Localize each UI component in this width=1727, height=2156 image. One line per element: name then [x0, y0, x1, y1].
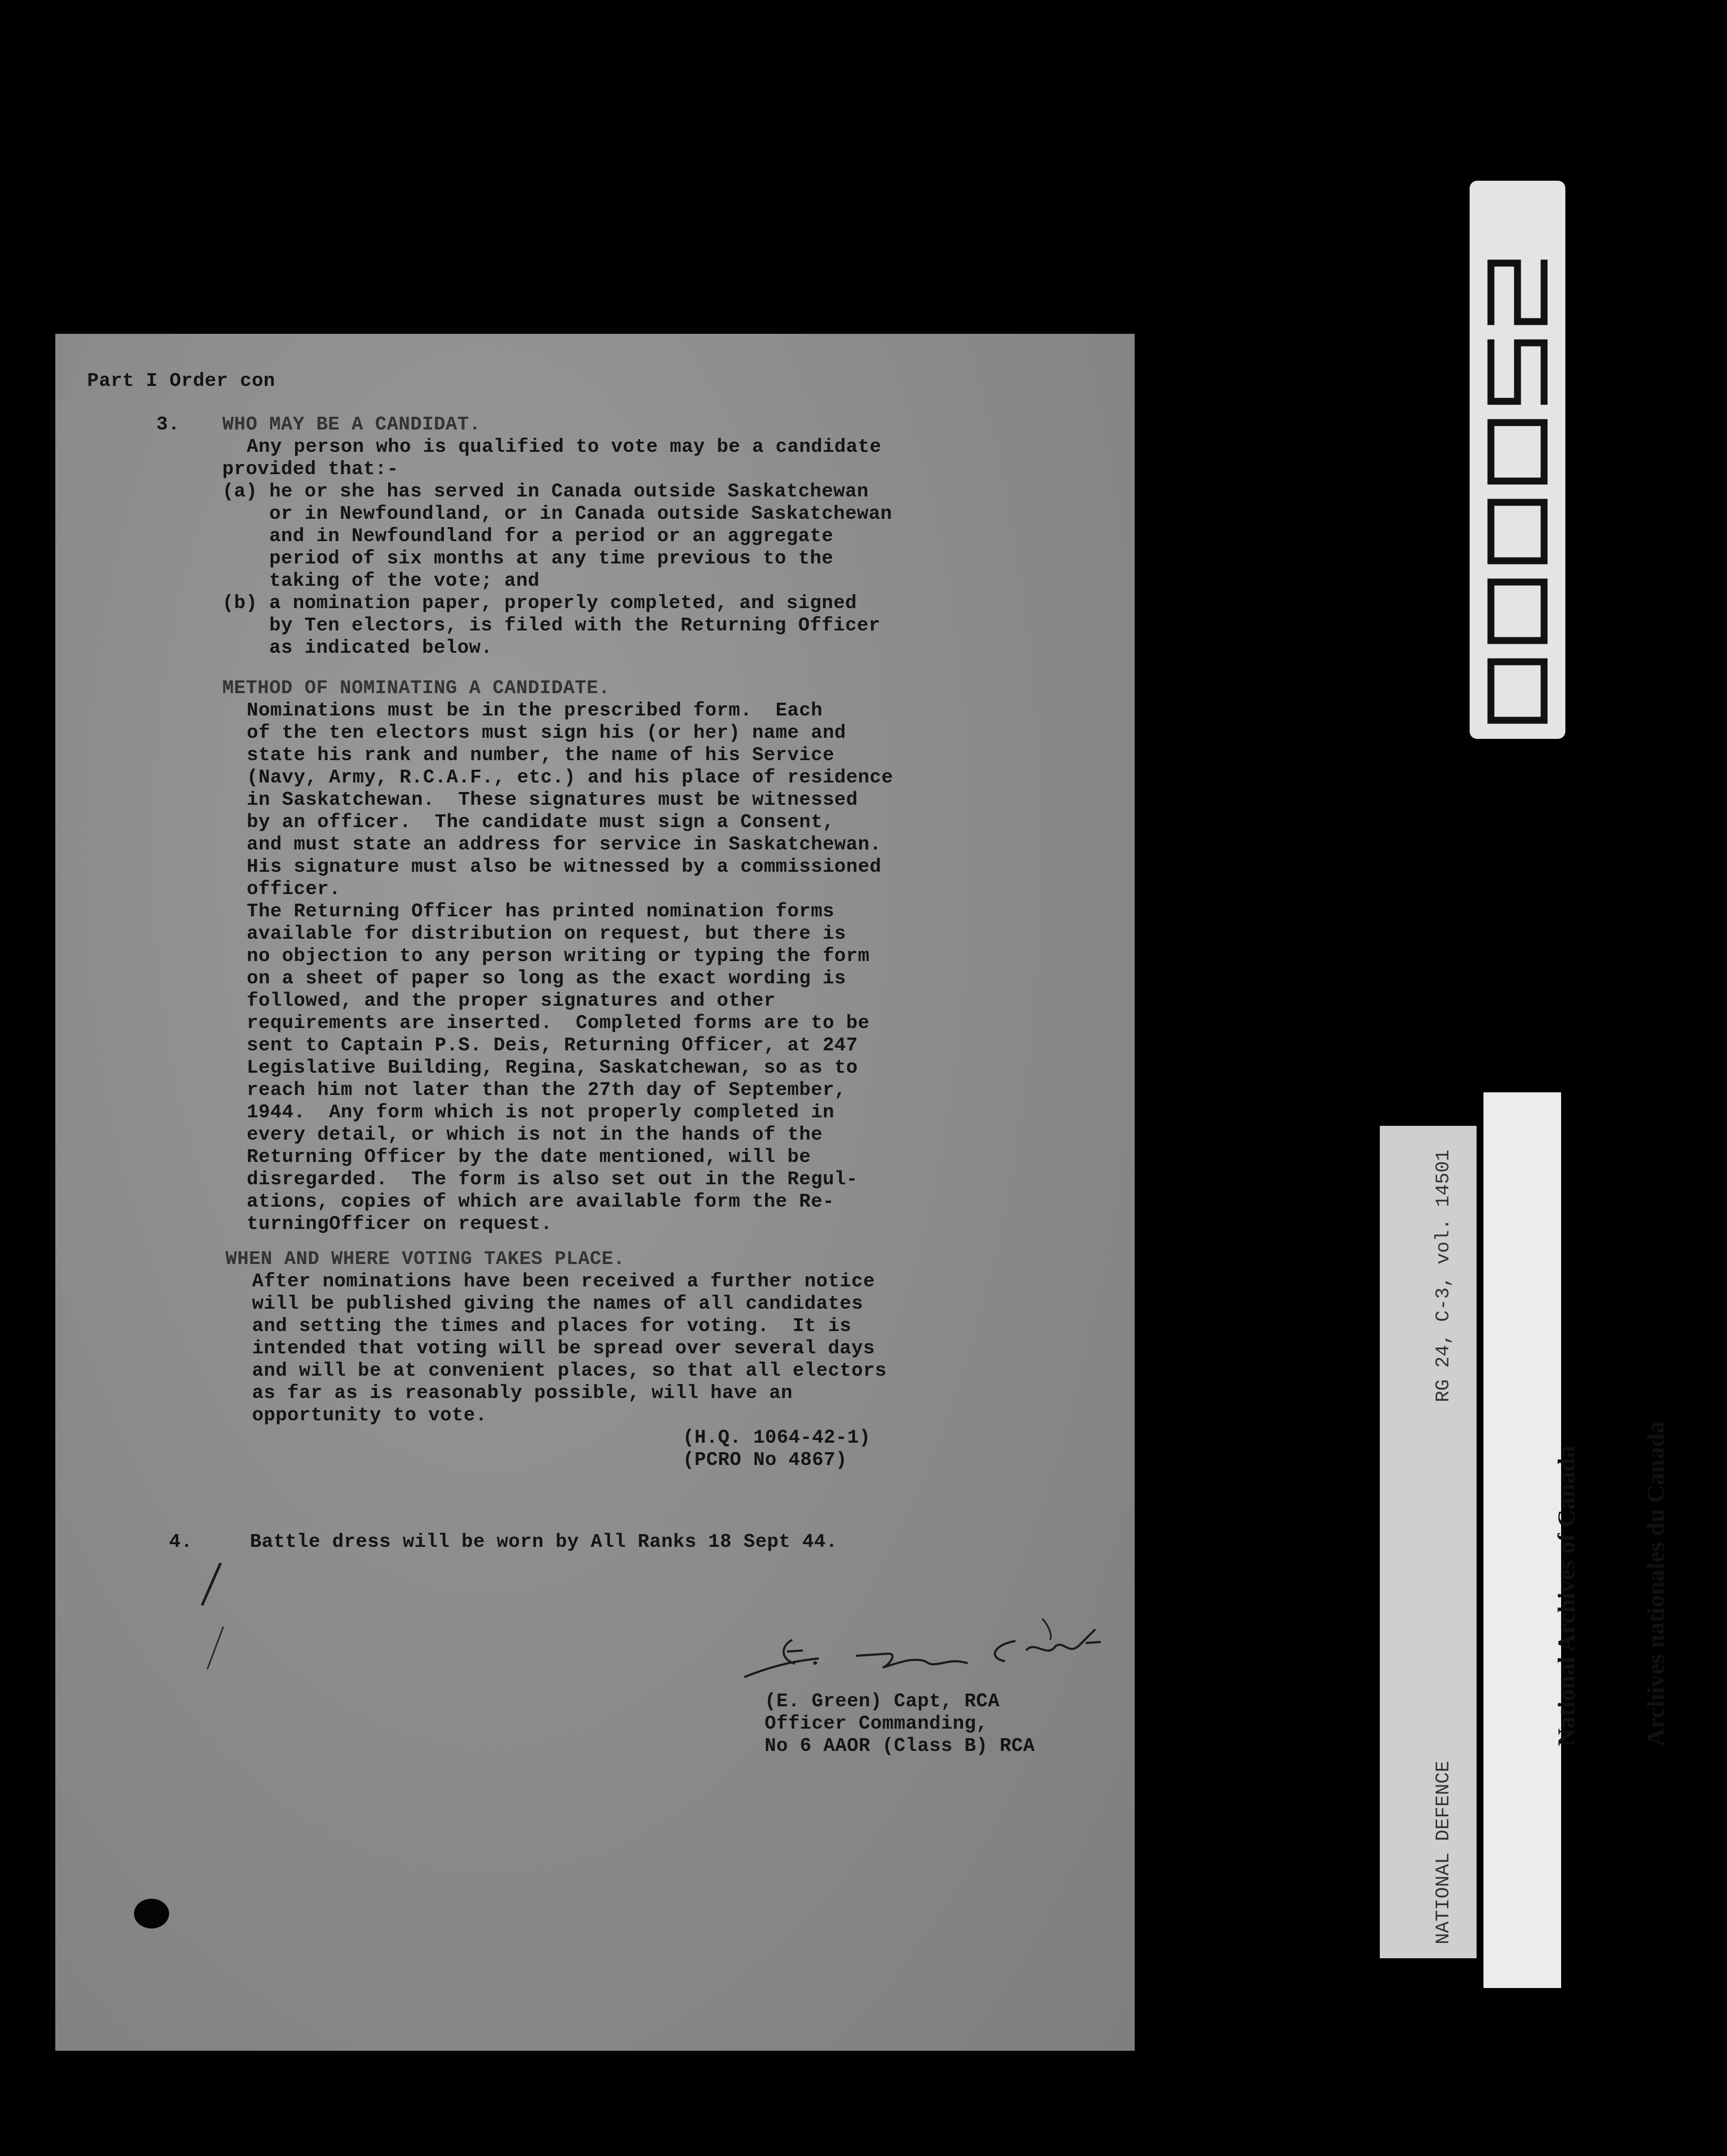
method-line: sent to Captain P.S. Deis, Returning Officer, at 247: [247, 1034, 858, 1056]
method-line: (Navy, Army, R.C.A.F., etc.) and his place of residence: [247, 767, 893, 788]
method-heading: METHOD OF NOMINATING A CANDIDATE.: [222, 677, 610, 699]
stamp-digit: [1491, 582, 1544, 641]
stamp-digit: [1491, 263, 1544, 322]
method-line: state his rank and number, the name of his Service: [247, 744, 835, 766]
method-line: Legislative Building, Regina, Saskatchewan, so as to: [247, 1057, 858, 1079]
section-3-line: Any person who is qualified to vote may be a candidate: [247, 436, 882, 458]
reference-volume: RG 24, C-3, vol. 14501: [1432, 1149, 1454, 1402]
voting-heading: WHEN AND WHERE VOTING TAKES PLACE.: [225, 1248, 625, 1270]
section-3-line: by Ten electors, is filed with the Returning Officer: [222, 614, 881, 636]
voting-reference: (H.Q. 1064-42-1): [683, 1427, 871, 1448]
method-line: officer.: [247, 878, 341, 900]
stamp-digit: [1491, 343, 1544, 401]
archive-name-label: [1483, 1092, 1669, 1988]
method-line: turningOfficer on request.: [247, 1213, 552, 1235]
section-3-line: (a) he or she has served in Canada outside Saskatchewan: [222, 481, 869, 502]
method-line: Returning Officer by the date mentioned, will be: [247, 1146, 811, 1168]
stamp-digit: [1491, 502, 1544, 561]
section-3-line: (b) a nomination paper, properly completed, and signed: [222, 592, 857, 614]
stamp-digit: [1491, 423, 1544, 481]
method-line: every detail, or which is not in the hands of the: [247, 1124, 823, 1146]
archive-name-english: National Archives of Canada: [1553, 1445, 1580, 1746]
voting-line: After nominations have been received a further notice: [252, 1270, 875, 1292]
method-line: and must state an address for service in Saskatchewan.: [247, 833, 882, 855]
voting-line: as far as is reasonably possible, will have an: [252, 1382, 793, 1404]
archive-reference-label: [1380, 1126, 1477, 1958]
method-line: of the ten electors must sign his (or her) name and: [247, 722, 846, 744]
method-line: by an officer. The candidate must sign a Consent,: [247, 811, 835, 833]
section-4-number: 4.: [169, 1531, 193, 1553]
document-page: [55, 334, 1135, 2051]
frame-number-digits: [1470, 181, 1565, 739]
pencil-mark: [191, 1563, 239, 1669]
hole-punch-mark: [134, 1899, 169, 1928]
method-line: requirements are inserted. Completed forms are to be: [247, 1012, 870, 1034]
method-line: on a sheet of paper so long as the exact wording is: [247, 967, 846, 989]
section-3-line: period of six months at any time previous to the: [222, 548, 834, 569]
section-3-heading: WHO MAY BE A CANDIDAT.: [222, 414, 481, 435]
method-line: 1944. Any form which is not properly completed in: [247, 1101, 835, 1123]
method-line: disregarded. The form is also set out in the Regul-: [247, 1168, 858, 1190]
voting-line: and will be at convenient places, so that all electors: [252, 1360, 887, 1382]
signature-unit: No 6 AAOR (Class B) RCA: [765, 1735, 1035, 1757]
voting-line: will be published giving the names of all candidates: [252, 1293, 864, 1315]
method-line: in Saskatchewan. These signatures must be witnessed: [247, 789, 858, 811]
frame-number-stamp: [1470, 181, 1565, 739]
section-3-number: 3.: [156, 414, 180, 435]
stamp-digit: [1491, 662, 1544, 720]
section-3-line: as indicated below.: [222, 637, 493, 659]
section-3-line: provided that:-: [222, 458, 399, 480]
method-line: ations, copies of which are available form the Re-: [247, 1191, 835, 1212]
voting-reference: (PCRO No 4867): [683, 1449, 848, 1471]
section-3-line: or in Newfoundland, or in Canada outside Saskatchewan: [222, 503, 892, 525]
method-line: Nominations must be in the prescribed form. Each: [247, 700, 823, 721]
archive-name-french: Archives nationales du Canada: [1642, 1421, 1669, 1746]
voting-line: opportunity to vote.: [252, 1404, 488, 1426]
method-line: no objection to any person writing or typing the form: [247, 945, 870, 967]
section-3-line: and in Newfoundland for a period or an aggregate: [222, 525, 834, 547]
method-line: reach him not later than the 27th day of September,: [247, 1079, 846, 1101]
page-header: Part I Order con: [87, 370, 275, 392]
handwritten-signature: [728, 1608, 1133, 1698]
signature-name: (E. Green) Capt, RCA: [765, 1690, 1000, 1712]
method-line: followed, and the proper signatures and other: [247, 990, 776, 1012]
voting-line: intended that voting will be spread over several days: [252, 1337, 875, 1359]
department-english: NATIONAL DEFENCE: [1432, 1761, 1454, 1944]
voting-line: and setting the times and places for voting. It is: [252, 1315, 852, 1337]
method-line: available for distribution on request, but there is: [247, 923, 846, 945]
method-line: The Returning Officer has printed nomination forms: [247, 900, 835, 922]
section-3-line: taking of the vote; and: [222, 570, 540, 592]
method-line: His signature must also be witnessed by a commissioned: [247, 856, 882, 878]
section-4-text: Battle dress will be worn by All Ranks 18 Sept 44.: [250, 1531, 838, 1553]
signature-title: Officer Commanding,: [765, 1713, 988, 1734]
